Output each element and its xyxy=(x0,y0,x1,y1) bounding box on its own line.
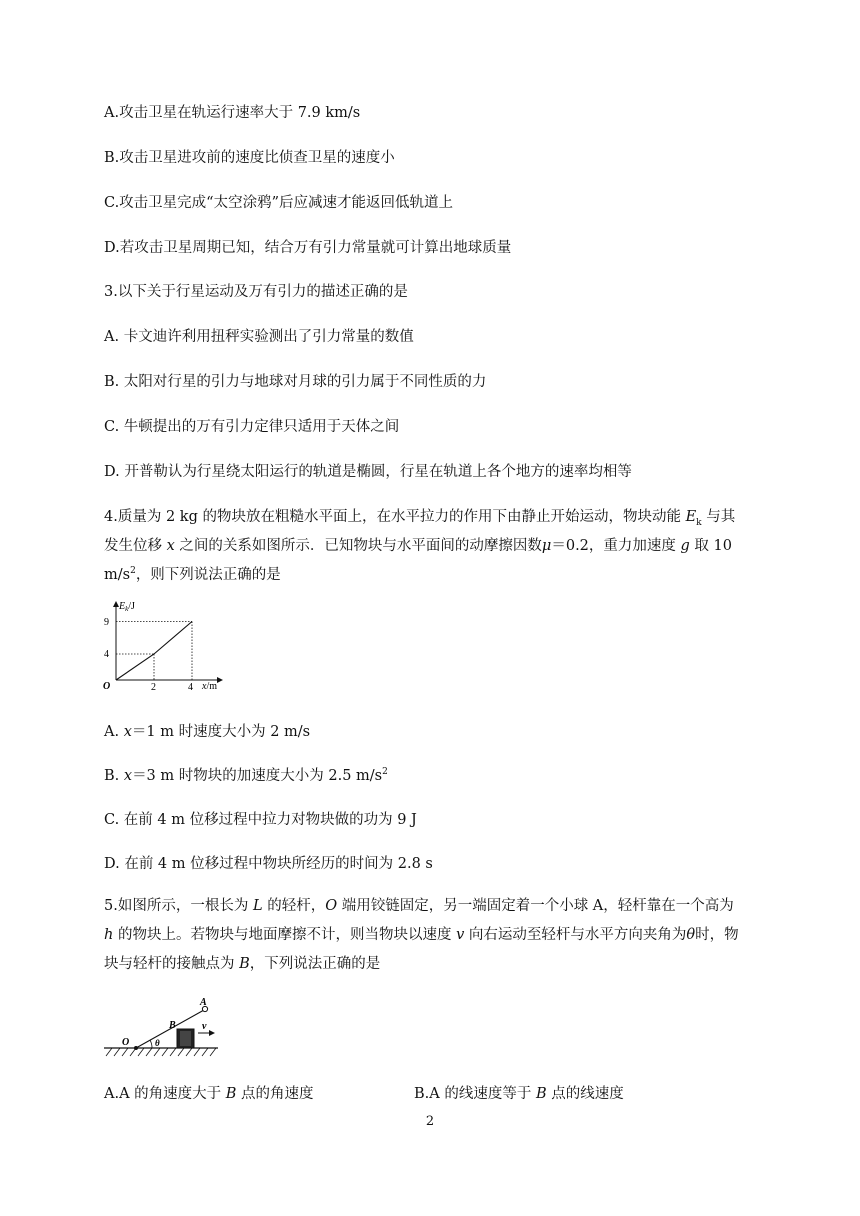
q4-stem-line3: $m/s^2$，则下列说法正确的是 xyxy=(104,566,281,583)
x-tick-2: 2 xyxy=(151,682,156,693)
q3-option-a: A. 卡文迪许利用扭秤实验测出了引力常量的数值 xyxy=(104,329,414,345)
q4-stem-line1: 4.质量为 2 kg 的物块放在粗糙水平面上，在水平拉力的作用下由静止开始运动，物块动能 $E_k$ 与其 xyxy=(104,509,736,528)
q4-ek-x-graph xyxy=(100,596,230,696)
q4-option-c: C. 在前 4 m 位移过程中拉力对物块做的功为 9 J xyxy=(104,812,417,828)
q2-option-a: A.攻击卫星在轨运行速率大于 7.9 km/s xyxy=(104,105,361,121)
q5-option-b: B.A 的线速度等于 B 点的线速度 xyxy=(414,1086,624,1102)
y-tick-9: 9 xyxy=(104,617,109,628)
page-number: 2 xyxy=(425,1114,435,1129)
ek-x-line xyxy=(116,622,192,681)
label-v: v xyxy=(202,1021,207,1032)
q3-option-b: B. 太阳对行星的引力与地球对月球的引力属于不同性质的力 xyxy=(104,374,487,390)
q2-option-c: C.攻击卫星完成“太空涂鸦”后应减速才能返回低轨道上 xyxy=(104,195,454,211)
q4-option-d: D. 在前 4 m 位移过程中物块所经历的时间为 2.8 s xyxy=(104,856,433,872)
q2-option-d: D.若攻击卫星周期已知，结合万有引力常量就可计算出地球质量 xyxy=(104,240,512,256)
x-axis-label: x/m xyxy=(202,681,218,692)
y-tick-4: 4 xyxy=(104,649,109,660)
q2-option-b: B.攻击卫星进攻前的速度比侦查卫星的速度小 xyxy=(104,150,395,166)
origin-label: O xyxy=(103,681,111,692)
q3-stem: 3.以下关于行星运动及万有引力的描述正确的是 xyxy=(104,284,408,300)
q3-option-c: C. 牛顿提出的万有引力定律只适用于天体之间 xyxy=(104,419,400,435)
q5-option-a: A.A 的角速度大于 B 点的角速度 xyxy=(104,1086,314,1102)
q5-rod-block-figure xyxy=(100,994,225,1060)
label-b: B xyxy=(169,1020,176,1031)
q5-stem-line3: 块与轻杆的接触点为 B，下列说法正确的是 xyxy=(104,956,381,972)
q5-stem-line2: h 的物块上。若物块与地面摩擦不计，则当物块以速度 v 向右运动至轻杆与水平方向夹角为θ时，物 xyxy=(104,927,739,943)
x-tick-4: 4 xyxy=(188,682,193,693)
y-axis-label: $E_k/J$ xyxy=(119,601,135,613)
q4-option-b: B. x＝3 m 时物块的加速度大小为 2.5 $m/s^2$ xyxy=(104,767,388,784)
q4-option-a: A. x＝1 m 时速度大小为 2 m/s xyxy=(104,724,311,740)
label-o: O xyxy=(122,1037,130,1048)
hinge-o xyxy=(134,1046,138,1050)
angle-arc xyxy=(150,1040,152,1048)
q5-stem-line1: 5.如图所示，一根长为 L 的轻杆，O 端用铰链固定，另一端固定着一个小球 A，轻杆靠在一个高为 xyxy=(104,898,734,914)
label-a: A xyxy=(200,997,207,1008)
ground-hatching xyxy=(106,1048,216,1056)
q4-stem-line2: 发生位移 x 之间的关系如图所示．已知物块与水平面间的动摩擦因数μ＝0.2，重力加速度 g 取 10 xyxy=(104,538,732,554)
label-theta: θ xyxy=(155,1038,160,1048)
q3-option-d: D. 开普勒认为行星绕太阳运行的轨道是椭圆，行星在轨道上各个地方的速率均相等 xyxy=(104,464,632,480)
